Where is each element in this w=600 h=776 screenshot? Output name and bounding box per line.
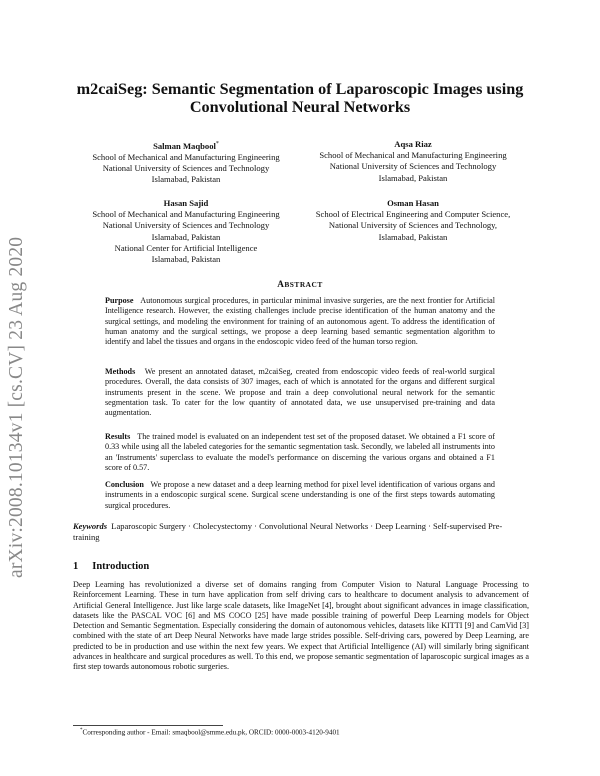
- keywords: [73, 521, 528, 543]
- affiliation-line: National University of Sciences and Technology: [102, 220, 270, 231]
- affiliation-line: Islamabad, Pakistan: [378, 231, 448, 242]
- abstract-paragraph: [105, 367, 495, 419]
- affiliation-line: Islamabad, Pakistan: [151, 254, 221, 265]
- author-name: Hasan Sajid: [163, 198, 209, 208]
- affiliation-line: National University of Sciences and Technology: [329, 161, 497, 172]
- footnote-text: Corresponding author - Email: smaqbool@smme.edu.pk, ORCID: 0000-0003-4120-9401: [82, 728, 340, 737]
- abstract-paragraph: [105, 480, 495, 511]
- abstract-heading: ABSTRACT: [277, 279, 323, 289]
- abstract-paragraph: [105, 432, 495, 473]
- author-name: Salman Maqbool*: [153, 140, 219, 151]
- paper-title: m2caiSeg: Semantic Segmentation of Laparoscopic Images using Convolutional Neural Networks: [76, 80, 524, 116]
- paragraph-heading: Conclusion: [105, 480, 144, 489]
- keywords-label: Keywords: [73, 521, 107, 531]
- abstract-paragraph: [105, 296, 495, 348]
- paragraph-heading: Results: [105, 432, 131, 441]
- affiliation-line: Islamabad, Pakistan: [378, 172, 448, 183]
- footnote-mark: *: [80, 728, 83, 733]
- author-block: [298, 198, 528, 243]
- affiliation-line: School of Mechanical and Manufacturing Engineering: [92, 152, 280, 163]
- section-heading: [73, 561, 149, 572]
- paragraph-heading: Purpose: [105, 296, 134, 305]
- author-block: [72, 139, 300, 186]
- footnote: [80, 728, 340, 736]
- affiliation-line: School of Mechanical and Manufacturing Engineering: [319, 150, 507, 161]
- footnote-rule: [73, 725, 223, 726]
- affiliation-line: National Center for Artificial Intelligence: [114, 242, 258, 253]
- paragraph-text: We propose a new dataset and a deep learning method for pixel level identification of various organs and instruments in a endoscopic surgical scene. Surgical scene understanding is one of the first steps towards automating surgical procedures.: [105, 480, 495, 510]
- affiliation-line: National University of Sciences and Technology: [102, 163, 270, 174]
- section-number: 1: [73, 561, 79, 572]
- paragraph-heading: Methods: [105, 367, 136, 376]
- paragraph-text: The trained model is evaluated on an independent test set of the proposed dataset. We obtained a F1 score of 0.33 while using all the labeled categories for the semantic segmentation task. Secondly, we labeled all instruments into an 'Instruments' superclass to evaluate the model's performance on discerning the various organs and obtained a F1 score of 0.57.: [105, 432, 496, 473]
- affiliation-line: School of Electrical Engineering and Computer Science,: [315, 209, 511, 220]
- affiliation-line: National University of Sciences and Technology,: [328, 220, 498, 231]
- section-body: Deep Learning has revolutionized a diverse set of domains ranging from Computer Vision to Natural Language Processing to Reinforcement Learning. These in turn have application from self driving cars to healthcare to document analysis to advancement of Artificial General Intelligence. Just like large scale datasets, like ImageNet [4], brought about significant advances in image classification, datasets like the PASCAL VOC [6] and MS COCO [25] have made possible training of powerful Deep Learning models for Object Detection and Semantic Segmentation. Especially considering the domain of autonomous vehicles, datasets like KITTI [9] and CamVid [3] combined with the state of art Deep Neural Networks have made large strides possible. Self-driving cars, powered by Deep Learning, are predicted to be in production and use within the next few years. We expect that Artificial Intelligence (AI) will similarly bring significant advances in healthcare and surgical procedures as well. To this end, we propose semantic segmentation of laparoscopic surgical images as a first step towards autonomous robotic surgeries.: [73, 580, 529, 672]
- paragraph-text: We present an annotated dataset, m2caiSeg, created from endoscopic video feeds of real-world surgical procedures. Overall, the data consists of 307 images, each of which is annotated for the organs and different surgical instruments present in the scene. We propose and train a deep convolutional neural network for the semantic segmentation task. To cater for the low quantity of annotated data, we use unsupervised pre-training and data augmentation.: [105, 367, 495, 418]
- author-name: Osman Hasan: [387, 198, 439, 208]
- author-block: [298, 139, 528, 184]
- author-name: Aqsa Riaz: [394, 139, 432, 149]
- paragraph-text: Autonomous surgical procedures, in particular minimal invasive surgeries, are the next frontier for Artificial Intelligence research. However, the existing challenges include precise identification of the human anatomy and the surgical settings, and modeling the environment for training of an autonomous agent. To address the identification of human anatomy and the surgical settings, we propose a deep learning based semantic segmentation algorithm to identify and label the tissues and organs in the endoscopic video feed of the human torso region.: [105, 296, 496, 347]
- author-block: [72, 198, 300, 265]
- section-title: Introduction: [92, 561, 150, 572]
- affiliation-line: Islamabad, Pakistan: [151, 174, 221, 185]
- affiliation-line: Islamabad, Pakistan: [151, 231, 221, 242]
- corresponding-mark: *: [215, 141, 219, 147]
- keywords-text: Laparoscopic Surgery · Cholecystectomy · Convolutional Neural Networks · Deep Learning · Self-supervised Pre-training: [73, 521, 503, 542]
- affiliation-line: School of Mechanical and Manufacturing Engineering: [92, 209, 280, 220]
- arxiv-identifier: arXiv:2008.10134v1 [cs.CV] 23 Aug 2020: [6, 236, 27, 578]
